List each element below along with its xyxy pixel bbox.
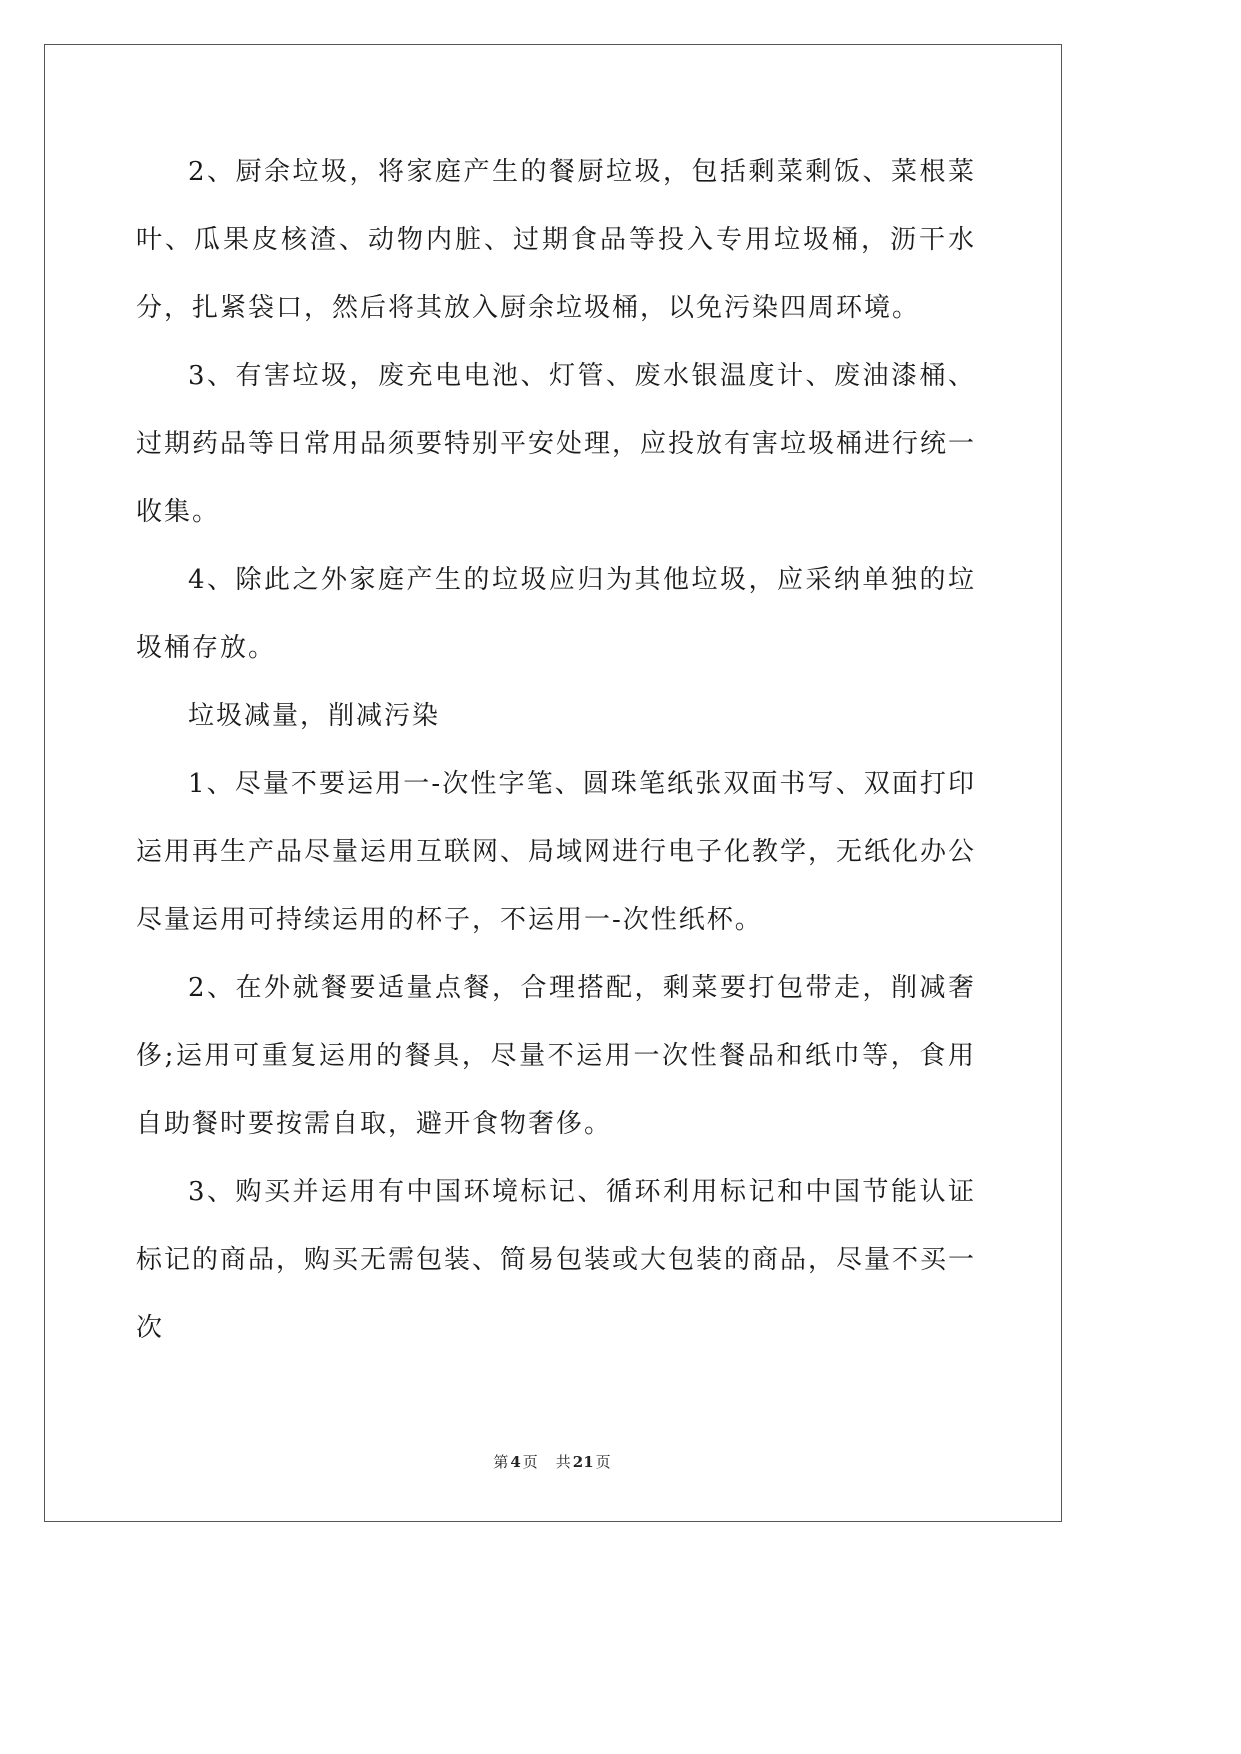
total-pages-number: 21 xyxy=(572,1453,594,1471)
page-footer xyxy=(0,1451,1104,1472)
paragraph-reduce-disposables: 1、尽量不要运用一-次性字笔、圆珠笔纸张双面书写、双面打印运用再生产品尽量运用互联网、局域网进行电子化教学，无纸化办公尽量运用可持续运用的杯子，不运用一-次性纸杯。 xyxy=(136,769,977,935)
footer-prefix: 第 xyxy=(493,1453,509,1471)
paragraph-dining-out: 2、在外就餐要适量点餐，合理搭配，剩菜要打包带走，削减奢侈;运用可重复运用的餐具，尽量不运用一次性餐品和纸巾等，食用自助餐时要按需自取，避开食物奢侈。 xyxy=(136,973,976,1139)
section-heading-waste-reduction: 垃圾减量，削减污染 xyxy=(188,701,441,731)
document-body xyxy=(136,138,976,1362)
paragraph-other-waste: 4、除此之外家庭产生的垃圾应归为其他垃圾，应采纳单独的垃圾桶存放。 xyxy=(136,565,976,663)
footer-total-suffix: 页 xyxy=(595,1453,611,1471)
paragraph-green-purchasing: 3、购买并运用有中国环境标记、循环利用标记和中国节能认证标记的商品，购买无需包装、简易包装或大包装的商品，尽量不买一次 xyxy=(136,1177,977,1343)
current-page-number: 4 xyxy=(510,1453,521,1471)
paragraph-hazardous-waste: 3、有害垃圾，废充电电池、灯管、废水银温度计、废油漆桶、过期药品等日常用品须要特别平安处理，应投放有害垃圾桶进行统一收集。 xyxy=(136,361,977,527)
footer-total-prefix: 共 xyxy=(555,1453,571,1471)
footer-page-word: 页 xyxy=(522,1453,538,1471)
paragraph-kitchen-waste: 2、厨余垃圾，将家庭产生的餐厨垃圾，包括剩菜剩饭、菜根菜叶、瓜果皮核渣、动物内脏、过期食品等投入专用垃圾桶，沥干水分，扎紧袋口，然后将其放入厨余垃圾桶，以免污染四周环境。 xyxy=(136,157,976,323)
